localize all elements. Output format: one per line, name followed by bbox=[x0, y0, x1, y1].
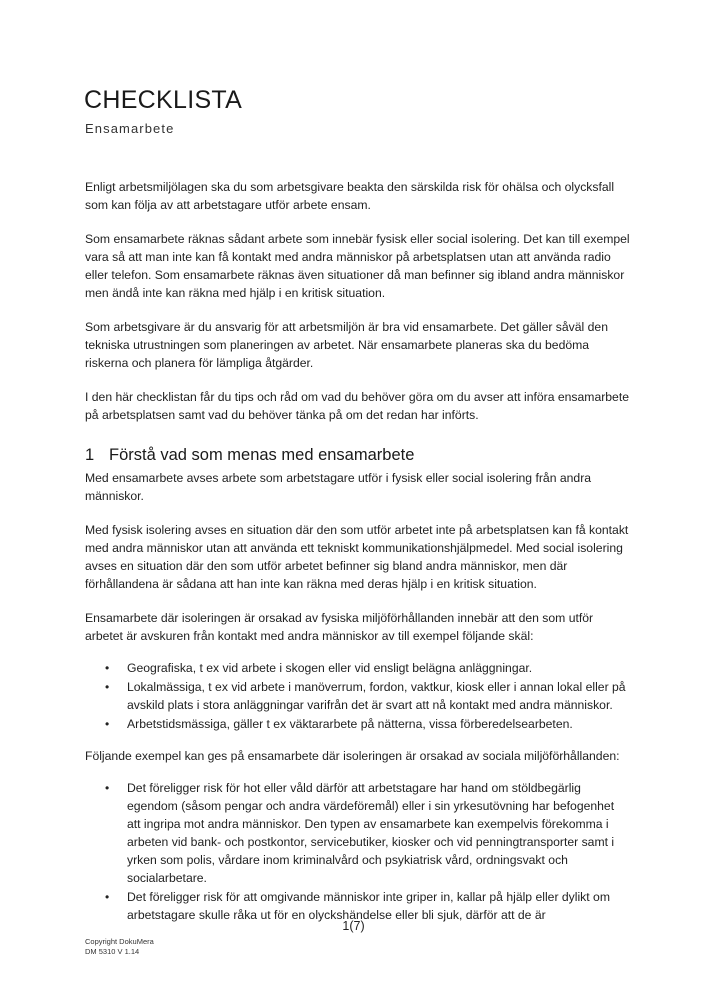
intro-paragraph: I den här checklistan får du tips och råd om vad du behöver göra om du avser att införa ensamarbete på arbetsplatsen samt vad du behöver tänka på om det redan har införts. bbox=[85, 390, 630, 422]
footer bbox=[85, 937, 154, 957]
copyright-text: Copyright DokuMera bbox=[85, 937, 154, 946]
intro-paragraph: Enligt arbetsmiljölagen ska du som arbetsgivare beakta den särskilda risk för ohälsa och olycksfall som kan följa av att arbetstagare utför arbete ensam. bbox=[85, 180, 615, 212]
intro-paragraph: Som ensamarbete räknas sådant arbete som innebär fysisk eller social isolering. Det kan till exempel vara så att man inte kan få kontakt med andra människor på arbetsplatsen utan att använda radio eller telefon. Som ensamarbete räknas även situationer då man befinner sig ibland andra människor men ändå inte kan räkna med hjälp i en kritisk situation. bbox=[85, 232, 630, 300]
section-number: 1 bbox=[85, 446, 95, 464]
bullet-icon: • bbox=[105, 680, 110, 694]
list-item-text: Geografiska, t ex vid arbete i skogen eller vid ensligt belägna anläggningar. bbox=[127, 661, 533, 675]
physical-reasons-list bbox=[85, 659, 630, 733]
section-paragraph: Med ensamarbete avses arbete som arbetstagare utför i fysisk eller social isolering från andra människor. bbox=[85, 471, 592, 503]
document-id: DM 5310 V 1.14 bbox=[85, 947, 140, 956]
list-item bbox=[85, 678, 630, 714]
list-item bbox=[85, 779, 630, 887]
list-item bbox=[85, 659, 630, 677]
bullet-icon: • bbox=[105, 890, 110, 904]
page-number: 1(7) bbox=[342, 919, 365, 933]
section-title: Förstå vad som menas med ensamarbete bbox=[109, 446, 415, 464]
bullet-icon: • bbox=[105, 717, 110, 731]
social-reasons-list bbox=[85, 779, 630, 924]
list-item-text: Lokalmässiga, t ex vid arbete i manöverrum, fordon, vaktkur, kiosk eller i annan lokal eller på avskild plats i stora anläggningar varifrån det är svart att nå kontakt med andra människor. bbox=[127, 680, 626, 712]
section-paragraph: Med fysisk isolering avses en situation där den som utför arbetet inte på arbetsplatsen kan få kontakt med andra människor utan att använda ett tekniskt kommunikationshjälpmedel. Med social isolering avses en situation där den som utför arbetet befinner sig bland andra människor, men där förhållandena är sådana att han inte kan räkna med deras hjälp i en kritisk situation. bbox=[85, 523, 629, 591]
bullet-icon: • bbox=[105, 781, 110, 795]
section-paragraph: Följande exempel kan ges på ensamarbete där isoleringen är orsakad av sociala miljöförhållanden: bbox=[85, 749, 620, 763]
list-item-text: Arbetstidsmässiga, gäller t ex väktararbete på nätterna, vissa förberedelsearbeten. bbox=[127, 717, 573, 731]
section-heading bbox=[85, 444, 630, 466]
document-body bbox=[85, 178, 630, 938]
list-item-text: Det föreligger risk för hot eller våld därför att arbetstagare har hand om stöldbegärlig egendom (såsom pengar och andra värdeföremål) eller i sin yrkesutövning har befogenhet att ingripa mot andra människor. Den typen av ensamarbete kan exempelvis förekomma i arbeten vid bank- och postkontor, servicebutiker, kiosker och vid penningtransporter samt i yrken som polis, vårdare inom kriminalvård och psykiatrisk vård, ordningsvakt och socialarbetare. bbox=[127, 781, 615, 885]
list-item bbox=[85, 715, 630, 733]
intro-paragraph: Som arbetsgivare är du ansvarig för att arbetsmiljön är bra vid ensamarbete. Det gäller såväl den tekniska utrustningen som planeringen av arbetet. När ensamarbete planeras ska du bedöma riskerna och planera för lämpliga åtgärder. bbox=[85, 320, 608, 370]
bullet-icon: • bbox=[105, 661, 110, 675]
document-subtitle: Ensamarbete bbox=[85, 121, 175, 136]
document-title: CHECKLISTA bbox=[84, 86, 243, 114]
section-paragraph: Ensamarbete där isoleringen är orsakad av fysiska miljöförhållanden innebär att den som utför arbetet är avskuren från kontakt med andra människor av till exempel följande skäl: bbox=[85, 611, 594, 643]
list-item-text: Det föreligger risk för att omgivande människor inte griper in, kallar på hjälp eller dylikt om arbetstagare skulle råka ut för en olyckshändelse eller bli sjuk, därför att de är bbox=[127, 890, 610, 922]
